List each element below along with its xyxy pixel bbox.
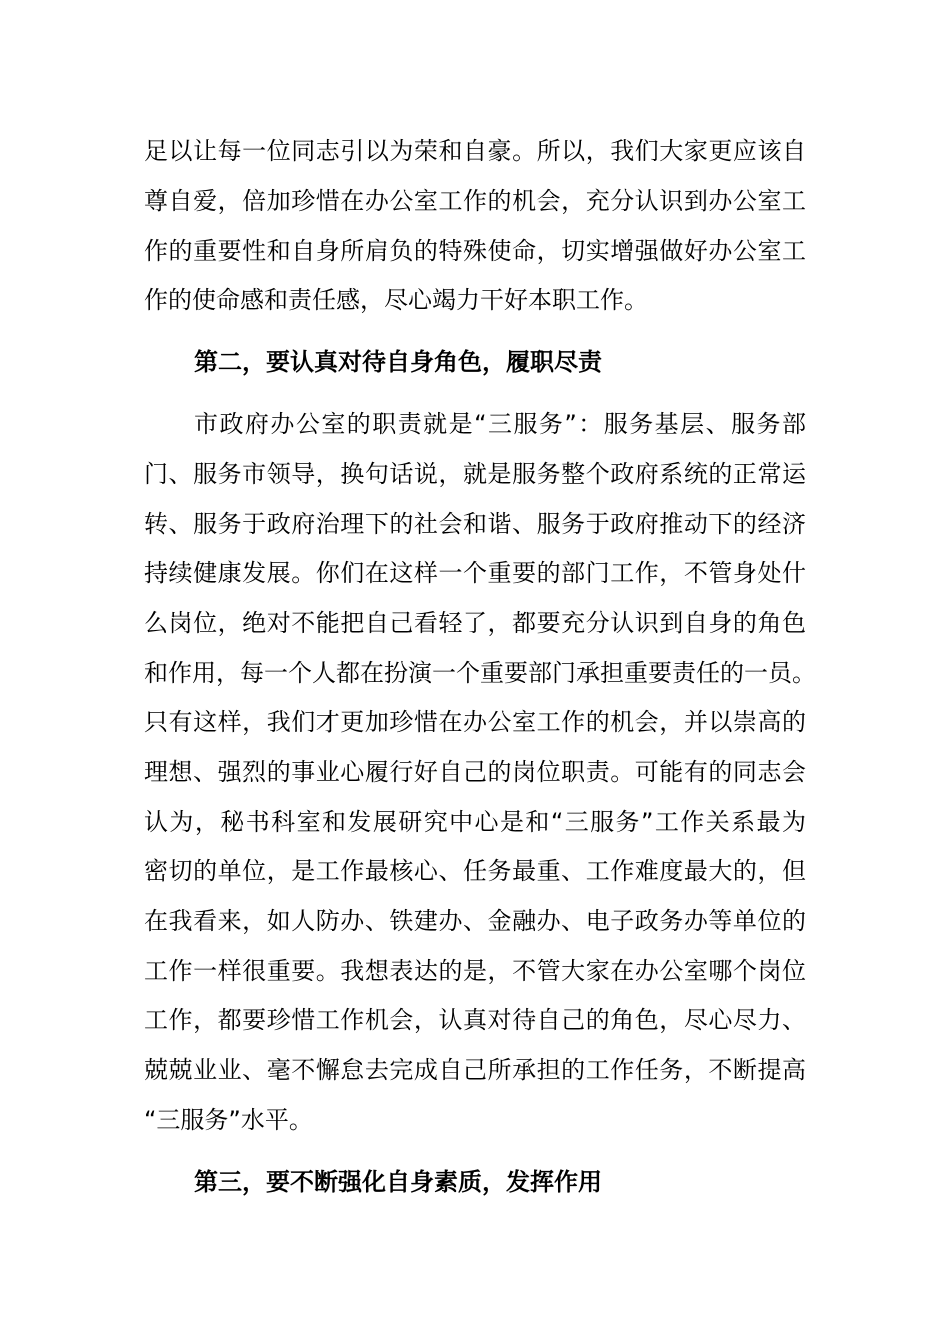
paragraph-1-line-1: 足以让每一位同志引以为荣和自豪。所以，我们大家更应该自 — [144, 137, 806, 165]
paragraph-2-line-10: 密切的单位，是工作最核心、任务最重、工作难度最大的，但 — [144, 857, 806, 885]
paragraph-2-line-14: 兢兢业业、毫不懈怠去完成自己所承担的工作任务，不断提高 — [144, 1056, 806, 1084]
paragraph-2-line-6: 和作用，每一个人都在扮演一个重要部门承担重要责任的一员。 — [144, 659, 816, 687]
paragraph-2-line-12: 工作一样很重要。我想表达的是，不管大家在办公室哪个岗位 — [144, 957, 806, 985]
paragraph-2-line-3: 转、服务于政府治理下的社会和谐、服务于政府推动下的经济 — [144, 510, 806, 538]
paragraph-1-line-4: 作的使命感和责任感，尽心竭力干好本职工作。 — [144, 286, 648, 314]
paragraph-2-line-9: 认为，秘书科室和发展研究中心是和“三服务”工作关系最为 — [144, 808, 806, 836]
paragraph-2-line-13: 工作，都要珍惜工作机会，认真对待自己的角色，尽心尽力、 — [144, 1006, 806, 1034]
paragraph-2-line-2: 门、服务市领导，换句话说，就是服务整个政府系统的正常运 — [144, 460, 806, 488]
paragraph-1-line-2: 尊自爱，倍加珍惜在办公室工作的机会，充分认识到办公室工 — [144, 187, 806, 215]
section-heading-2: 第二，要认真对待自身角色，履职尽责 — [194, 348, 602, 376]
paragraph-2-line-11: 在我看来，如人防办、铁建办、金融办、电子政务办等单位的 — [144, 907, 806, 935]
paragraph-2-line-8: 理想、强烈的事业心履行好自己的岗位职责。可能有的同志会 — [144, 758, 806, 786]
paragraph-2-line-5: 么岗位，绝对不能把自己看轻了，都要充分认识到自身的角色 — [144, 609, 806, 637]
paragraph-2-line-1: 市政府办公室的职责就是“三服务”：服务基层、服务部 — [194, 410, 806, 438]
section-heading-3: 第三，要不断强化自身素质，发挥作用 — [194, 1168, 602, 1196]
paragraph-1-line-3: 作的重要性和自身所肩负的特殊使命，切实增强做好办公室工 — [144, 237, 806, 265]
paragraph-2-line-7: 只有这样，我们才更加珍惜在办公室工作的机会，并以崇高的 — [144, 708, 806, 736]
paragraph-2-line-4: 持续健康发展。你们在这样一个重要的部门工作，不管身处什 — [144, 559, 806, 587]
paragraph-2-line-15: “三服务”水平。 — [144, 1106, 313, 1134]
